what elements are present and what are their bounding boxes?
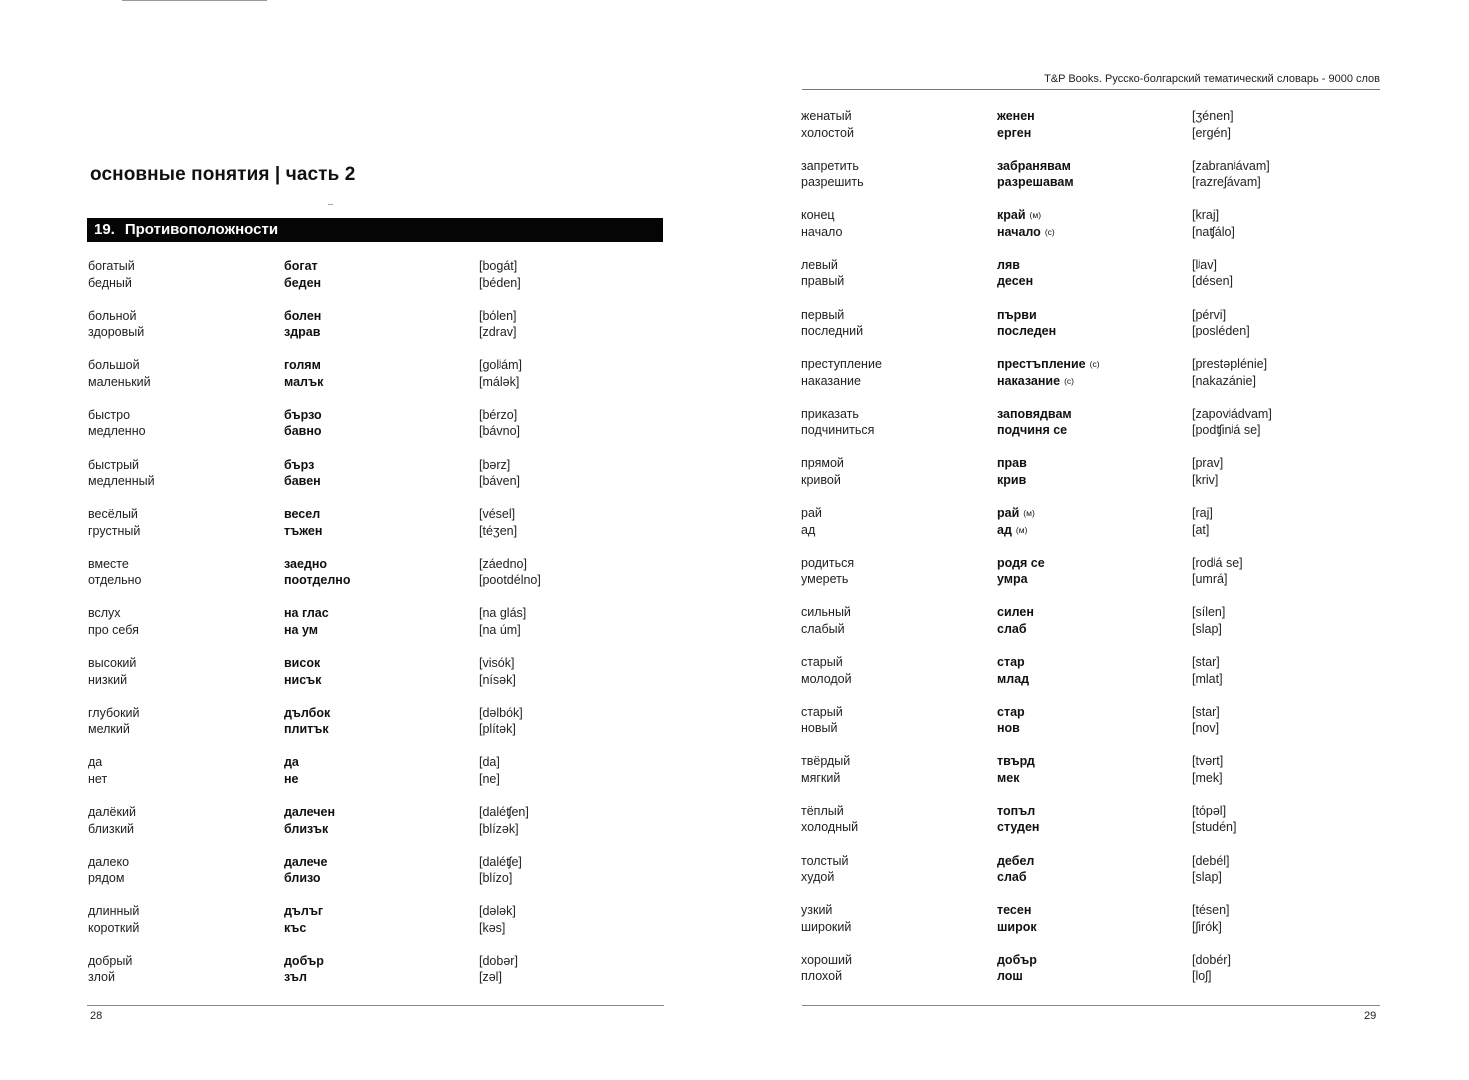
bulgarian-word-text: слаб <box>997 870 1027 885</box>
bulgarian-word <box>997 323 1056 340</box>
bulgarian-word <box>997 125 1031 142</box>
russian-word: приказать <box>801 406 859 421</box>
right-page <box>734 0 1469 1080</box>
bulgarian-word <box>284 523 322 540</box>
bulgarian-word <box>997 406 1072 423</box>
transcription: [podʧinʲá se] <box>1192 423 1261 438</box>
bulgarian-word <box>284 920 306 937</box>
bulgarian-word-text: близо <box>284 871 321 886</box>
russian-word: левый <box>801 257 838 272</box>
bulgarian-word-text: твърд <box>997 754 1035 769</box>
russian-word: узкий <box>801 903 833 918</box>
transcription: [désen] <box>1192 274 1234 289</box>
russian-word: молодой <box>801 671 852 686</box>
russian-word: худой <box>801 870 835 885</box>
bulgarian-word-text: здрав <box>284 325 321 340</box>
bulgarian-word-text: не <box>284 771 299 786</box>
running-header: T&P Books. Русско-болгарский тематический словарь - 9000 слов <box>1044 73 1380 85</box>
transcription: [zabranʲávam] <box>1192 158 1270 173</box>
bulgarian-word <box>997 307 1037 324</box>
transcription: [studén] <box>1192 820 1237 835</box>
bulgarian-word <box>284 754 299 771</box>
bulgarian-word-text: ад <box>997 522 1012 537</box>
section-title: Противоположности <box>124 221 279 238</box>
bulgarian-word <box>284 457 314 474</box>
russian-word: старый <box>801 655 843 670</box>
bulgarian-word-text: висок <box>284 656 321 671</box>
russian-word: большой <box>88 358 140 373</box>
bulgarian-word-text: слаб <box>997 621 1027 636</box>
bulgarian-word <box>284 324 320 341</box>
gender-marker: (с) <box>1044 226 1055 237</box>
russian-word: далёкий <box>88 805 136 820</box>
transcription: [na úm] <box>479 622 521 637</box>
russian-word: рядом <box>88 871 125 886</box>
transcription: [tvərt] <box>1192 754 1224 769</box>
section-heading <box>87 218 663 242</box>
bulgarian-word-text: широк <box>997 919 1037 934</box>
russian-word: разрешить <box>801 175 864 190</box>
bulgarian-word <box>997 720 1020 737</box>
russian-word: мелкий <box>88 722 130 737</box>
bulgarian-word <box>997 968 1023 985</box>
transcription: [nov] <box>1192 721 1220 736</box>
bulgarian-word <box>284 374 323 391</box>
bulgarian-word-text: дълбок <box>284 705 331 720</box>
gender-marker: (с) <box>1089 359 1100 370</box>
transcription: [dobér] <box>1192 952 1231 967</box>
bulgarian-word-text: студен <box>997 820 1040 835</box>
russian-word: запретить <box>801 158 859 173</box>
bulgarian-word-text: добър <box>997 952 1037 967</box>
bulgarian-word <box>997 108 1035 125</box>
transcription: [bərz] <box>479 457 511 472</box>
bulgarian-word <box>997 158 1071 175</box>
russian-word: про себя <box>88 622 139 637</box>
bulgarian-word <box>997 555 1045 572</box>
bulgarian-word-text: наказание <box>997 373 1061 388</box>
russian-word: холодный <box>801 820 859 835</box>
transcription: [raj] <box>1192 506 1213 521</box>
bulgarian-word-text: зъл <box>284 970 307 985</box>
russian-word: тёплый <box>801 803 844 818</box>
russian-word: грустный <box>88 523 141 538</box>
transcription: [razreʃávam] <box>1192 175 1261 190</box>
transcription: [tópəl] <box>1192 803 1227 818</box>
transcription: [pootdélno] <box>479 573 541 588</box>
russian-word: добрый <box>88 953 133 968</box>
bulgarian-word-text: голям <box>284 358 321 373</box>
bulgarian-word <box>284 275 321 292</box>
bulgarian-word-text: първи <box>997 307 1037 322</box>
bulgarian-word <box>997 455 1027 472</box>
transcription: [lʲav] <box>1192 257 1217 272</box>
transcription: [tésen] <box>1192 903 1230 918</box>
russian-word: здоровый <box>88 325 145 340</box>
bulgarian-word <box>284 672 321 689</box>
transcription: [prav] <box>1192 456 1224 471</box>
transcription: [pérvi] <box>1192 307 1227 322</box>
bulgarian-word <box>284 473 321 490</box>
bulgarian-word-text: близък <box>284 821 329 836</box>
bulgarian-word <box>284 556 327 573</box>
russian-word: близкий <box>88 821 135 836</box>
chapter-title: основные понятия | часть 2 <box>90 164 356 185</box>
transcription: [ʒénen] <box>1192 109 1234 123</box>
bulgarian-word <box>284 655 320 672</box>
transcription: [blízək] <box>479 821 519 836</box>
transcription: [rodʲá se] <box>1192 555 1243 570</box>
russian-word: вслух <box>88 606 121 621</box>
transcription: [nísək] <box>479 672 516 687</box>
transcription: [debél] <box>1192 853 1230 868</box>
page-number: 29 <box>1364 1010 1377 1022</box>
bulgarian-word <box>284 804 335 821</box>
transcription: [dobər] <box>479 953 518 968</box>
transcription: [dəlbók] <box>479 705 523 720</box>
bulgarian-word-text: поотделно <box>284 573 351 588</box>
bulgarian-word <box>284 258 318 275</box>
bulgarian-word-text: родя се <box>997 555 1045 570</box>
transcription: [na glás] <box>479 606 527 621</box>
transcription: [plítək] <box>479 722 516 737</box>
transcription: [dǝlǝk] <box>479 904 516 919</box>
bulgarian-word-text: мек <box>997 770 1020 785</box>
russian-word: быстро <box>88 407 131 422</box>
bulgarian-word <box>284 969 307 986</box>
bulgarian-word-text: бавно <box>284 424 322 439</box>
transcription: [bogát] <box>479 259 518 273</box>
russian-word: наказание <box>801 373 861 388</box>
section-number: 19. <box>94 221 115 238</box>
transcription: [kriv] <box>1192 472 1219 487</box>
transcription: [bérzo] <box>479 407 518 422</box>
bulgarian-word <box>997 224 1055 241</box>
bulgarian-word-text: рай <box>997 506 1020 521</box>
bulgarian-word <box>997 373 1074 390</box>
russian-word: хороший <box>801 952 852 967</box>
bulgarian-word-text: престъпление <box>997 357 1086 372</box>
transcription: [star] <box>1192 655 1220 670</box>
bulgarian-word <box>997 869 1027 886</box>
russian-word: медленный <box>88 474 155 489</box>
bulgarian-word-text: ляв <box>997 257 1020 272</box>
russian-word: далеко <box>88 854 130 869</box>
bulgarian-word <box>997 853 1034 870</box>
bulgarian-word-text: прав <box>997 456 1027 471</box>
russian-word: последний <box>801 324 864 339</box>
bulgarian-word-text: къс <box>284 920 307 935</box>
transcription: [visók] <box>479 656 515 671</box>
russian-word: быстрый <box>88 457 140 472</box>
transcription: [blízo] <box>479 871 513 886</box>
bulgarian-word <box>997 952 1037 969</box>
russian-word: длинный <box>88 904 140 919</box>
bulgarian-word <box>284 506 320 523</box>
bulgarian-word-text: стар <box>997 704 1025 719</box>
transcription: [star] <box>1192 704 1220 719</box>
bulgarian-word <box>997 654 1025 671</box>
bulgarian-word-text: дълъг <box>284 904 324 919</box>
transcription: [slap] <box>1192 870 1222 885</box>
bulgarian-word <box>284 870 321 887</box>
russian-word: да <box>88 755 103 770</box>
russian-word: умереть <box>801 572 849 587</box>
russian-word: нет <box>88 771 108 786</box>
footer-rule <box>87 1005 664 1006</box>
bulgarian-word-text: далечен <box>284 805 336 820</box>
bulgarian-word <box>997 819 1039 836</box>
russian-word: начало <box>801 224 843 239</box>
transcription: [golʲám] <box>479 358 522 373</box>
bulgarian-word-text: женен <box>997 109 1035 123</box>
transcription: [kraj] <box>1192 208 1220 223</box>
transcription: [zəl] <box>479 970 502 985</box>
transcription: [ne] <box>479 771 500 786</box>
russian-word: новый <box>801 721 838 736</box>
transcription: [slap] <box>1192 621 1222 636</box>
transcription: [zapovʲádvam] <box>1192 406 1272 421</box>
gender-marker: (м) <box>1015 524 1028 535</box>
bulgarian-word-text: дебел <box>997 853 1035 868</box>
russian-word: рай <box>801 506 822 521</box>
russian-word: преступление <box>801 357 882 372</box>
bulgarian-word-text: десен <box>997 274 1034 289</box>
page-number: 28 <box>90 1010 103 1022</box>
bulgarian-word <box>997 422 1067 439</box>
bulgarian-word-text: добър <box>284 953 324 968</box>
bulgarian-word <box>284 357 321 374</box>
bulgarian-word-text: бавен <box>284 474 321 489</box>
bulgarian-word-text: подчиня се <box>997 423 1068 438</box>
bulgarian-word-text: беден <box>284 275 322 290</box>
bulgarian-word-text: топъл <box>997 803 1036 818</box>
transcription: [mek] <box>1192 770 1223 785</box>
transcription: [téʒen] <box>479 523 518 538</box>
bulgarian-word <box>284 622 318 639</box>
russian-word: весёлый <box>88 507 138 522</box>
gender-marker: (с) <box>1064 375 1074 386</box>
bulgarian-word-text: последен <box>997 324 1057 339</box>
bulgarian-word-text: тесен <box>997 903 1032 918</box>
transcription: [málək] <box>479 374 520 389</box>
bulgarian-word-text: бързо <box>284 407 322 422</box>
bulgarian-word-text: крив <box>997 472 1027 487</box>
bulgarian-word <box>284 423 322 440</box>
transcription: [báven] <box>479 474 521 489</box>
bulgarian-word-text: начало <box>997 224 1041 239</box>
russian-word: богатый <box>88 259 135 273</box>
transcription: [záedno] <box>479 556 527 571</box>
bulgarian-word <box>284 771 299 788</box>
bulgarian-word <box>997 671 1029 688</box>
bulgarian-word-text: стар <box>997 655 1025 670</box>
russian-word: твёрдый <box>801 754 851 769</box>
russian-word: правый <box>801 274 845 289</box>
gender-marker: (м) <box>1023 508 1035 519</box>
transcription: [bávno] <box>479 424 521 439</box>
russian-word: старый <box>801 704 843 719</box>
header-rule <box>802 89 1380 90</box>
bulgarian-word-text: далече <box>284 854 328 869</box>
russian-word: злой <box>88 970 115 985</box>
bulgarian-word-text: весел <box>284 507 321 522</box>
bulgarian-word-text: ерген <box>997 125 1032 140</box>
russian-word: высокий <box>88 656 137 671</box>
bulgarian-word <box>997 207 1041 224</box>
bulgarian-word-text: забранявам <box>997 158 1071 173</box>
russian-word: ад <box>801 522 816 537</box>
bulgarian-word <box>997 174 1074 191</box>
bulgarian-word <box>997 621 1027 638</box>
russian-word: больной <box>88 308 137 323</box>
bulgarian-word-text: тъжен <box>284 523 323 538</box>
transcription: [posléden] <box>1192 324 1250 339</box>
russian-word: отдельно <box>88 573 142 588</box>
russian-word: глубокий <box>88 705 140 720</box>
transcription: [vésel] <box>479 507 516 522</box>
bulgarian-word-text: заповядвам <box>997 406 1072 421</box>
transcription: [daléʧen] <box>479 805 529 820</box>
transcription: [zdrav] <box>479 325 517 340</box>
bulgarian-word-text: плитък <box>284 722 329 737</box>
russian-word: кривой <box>801 472 841 487</box>
bulgarian-word-text: на глас <box>284 606 329 621</box>
russian-word: плохой <box>801 969 843 984</box>
bulgarian-word <box>284 903 323 920</box>
transcription: [loʃ] <box>1192 969 1212 984</box>
russian-word: сильный <box>801 605 851 620</box>
bulgarian-word-text: край <box>997 208 1026 223</box>
bulgarian-word <box>997 753 1035 770</box>
scan-speck <box>328 204 333 205</box>
russian-word: бедный <box>88 275 132 290</box>
bulgarian-word <box>284 953 324 970</box>
transcription: [ergén] <box>1192 125 1231 140</box>
bulgarian-word-text: нисък <box>284 672 322 687</box>
bulgarian-word <box>997 356 1100 373</box>
russian-word: подчиниться <box>801 423 875 438</box>
bulgarian-word <box>997 704 1025 721</box>
russian-word: родиться <box>801 555 855 570</box>
russian-word: слабый <box>801 621 845 636</box>
transcription: [nakazánie] <box>1192 373 1256 388</box>
bulgarian-word <box>997 604 1034 621</box>
transcription: [daléʧe] <box>479 854 522 869</box>
bulgarian-word-text: богат <box>284 259 318 273</box>
transcription: [umrá] <box>1192 572 1228 587</box>
bulgarian-word <box>997 919 1037 936</box>
bulgarian-word-text: болен <box>284 308 322 323</box>
bulgarian-word <box>997 803 1035 820</box>
russian-word: маленький <box>88 374 151 389</box>
bulgarian-word-text: нов <box>997 721 1020 736</box>
transcription: [kəs] <box>479 920 506 935</box>
russian-word: первый <box>801 307 845 322</box>
transcription: [ʃirók] <box>1192 919 1222 934</box>
bulgarian-word <box>997 522 1027 539</box>
bulgarian-word <box>284 605 329 622</box>
transcription: [sílen] <box>1192 605 1226 620</box>
bulgarian-word <box>284 821 328 838</box>
bulgarian-word-text: бърз <box>284 457 315 472</box>
russian-word: низкий <box>88 672 128 687</box>
bulgarian-word <box>284 854 328 871</box>
russian-word: широкий <box>801 919 852 934</box>
transcription: [prestəplénie] <box>1192 357 1268 372</box>
bulgarian-word <box>997 902 1031 919</box>
russian-word: медленно <box>88 424 146 439</box>
transcription: [béden] <box>479 275 521 290</box>
russian-word: конец <box>801 208 835 223</box>
bulgarian-word-text: да <box>284 755 299 770</box>
bulgarian-word <box>284 572 350 589</box>
bulgarian-word <box>997 770 1019 787</box>
bulgarian-word-text: силен <box>997 605 1034 620</box>
russian-word: мягкий <box>801 770 841 785</box>
bulgarian-word-text: лош <box>997 969 1023 984</box>
bulgarian-word <box>284 721 329 738</box>
russian-word: короткий <box>88 920 140 935</box>
bulgarian-word <box>997 505 1035 522</box>
bulgarian-word <box>284 705 330 722</box>
bulgarian-word-text: умра <box>997 572 1028 587</box>
left-page <box>0 0 734 1080</box>
bulgarian-word <box>284 308 321 325</box>
russian-word: холостой <box>801 125 854 140</box>
transcription: [mlat] <box>1192 671 1223 686</box>
footer-rule <box>802 1005 1380 1006</box>
bulgarian-word-text: на ум <box>284 622 319 637</box>
russian-word: вместе <box>88 556 129 571</box>
transcription: [bólen] <box>479 308 517 323</box>
russian-word: женатый <box>801 109 852 123</box>
bulgarian-word-text: малък <box>284 374 324 389</box>
russian-word: толстый <box>801 853 849 868</box>
bulgarian-word-text: разрешавам <box>997 175 1074 190</box>
transcription: [da] <box>479 755 500 770</box>
bulgarian-word <box>997 472 1026 489</box>
transcription: [at] <box>1192 522 1210 537</box>
bulgarian-word <box>997 571 1028 588</box>
bulgarian-word-text: заедно <box>284 556 328 571</box>
transcription: [naʧálo] <box>1192 224 1235 239</box>
bulgarian-word-text: млад <box>997 671 1030 686</box>
gender-marker: (м) <box>1029 210 1042 221</box>
bulgarian-word <box>997 257 1020 274</box>
bulgarian-word <box>997 273 1033 290</box>
bulgarian-word <box>284 407 322 424</box>
russian-word: прямой <box>801 456 844 471</box>
